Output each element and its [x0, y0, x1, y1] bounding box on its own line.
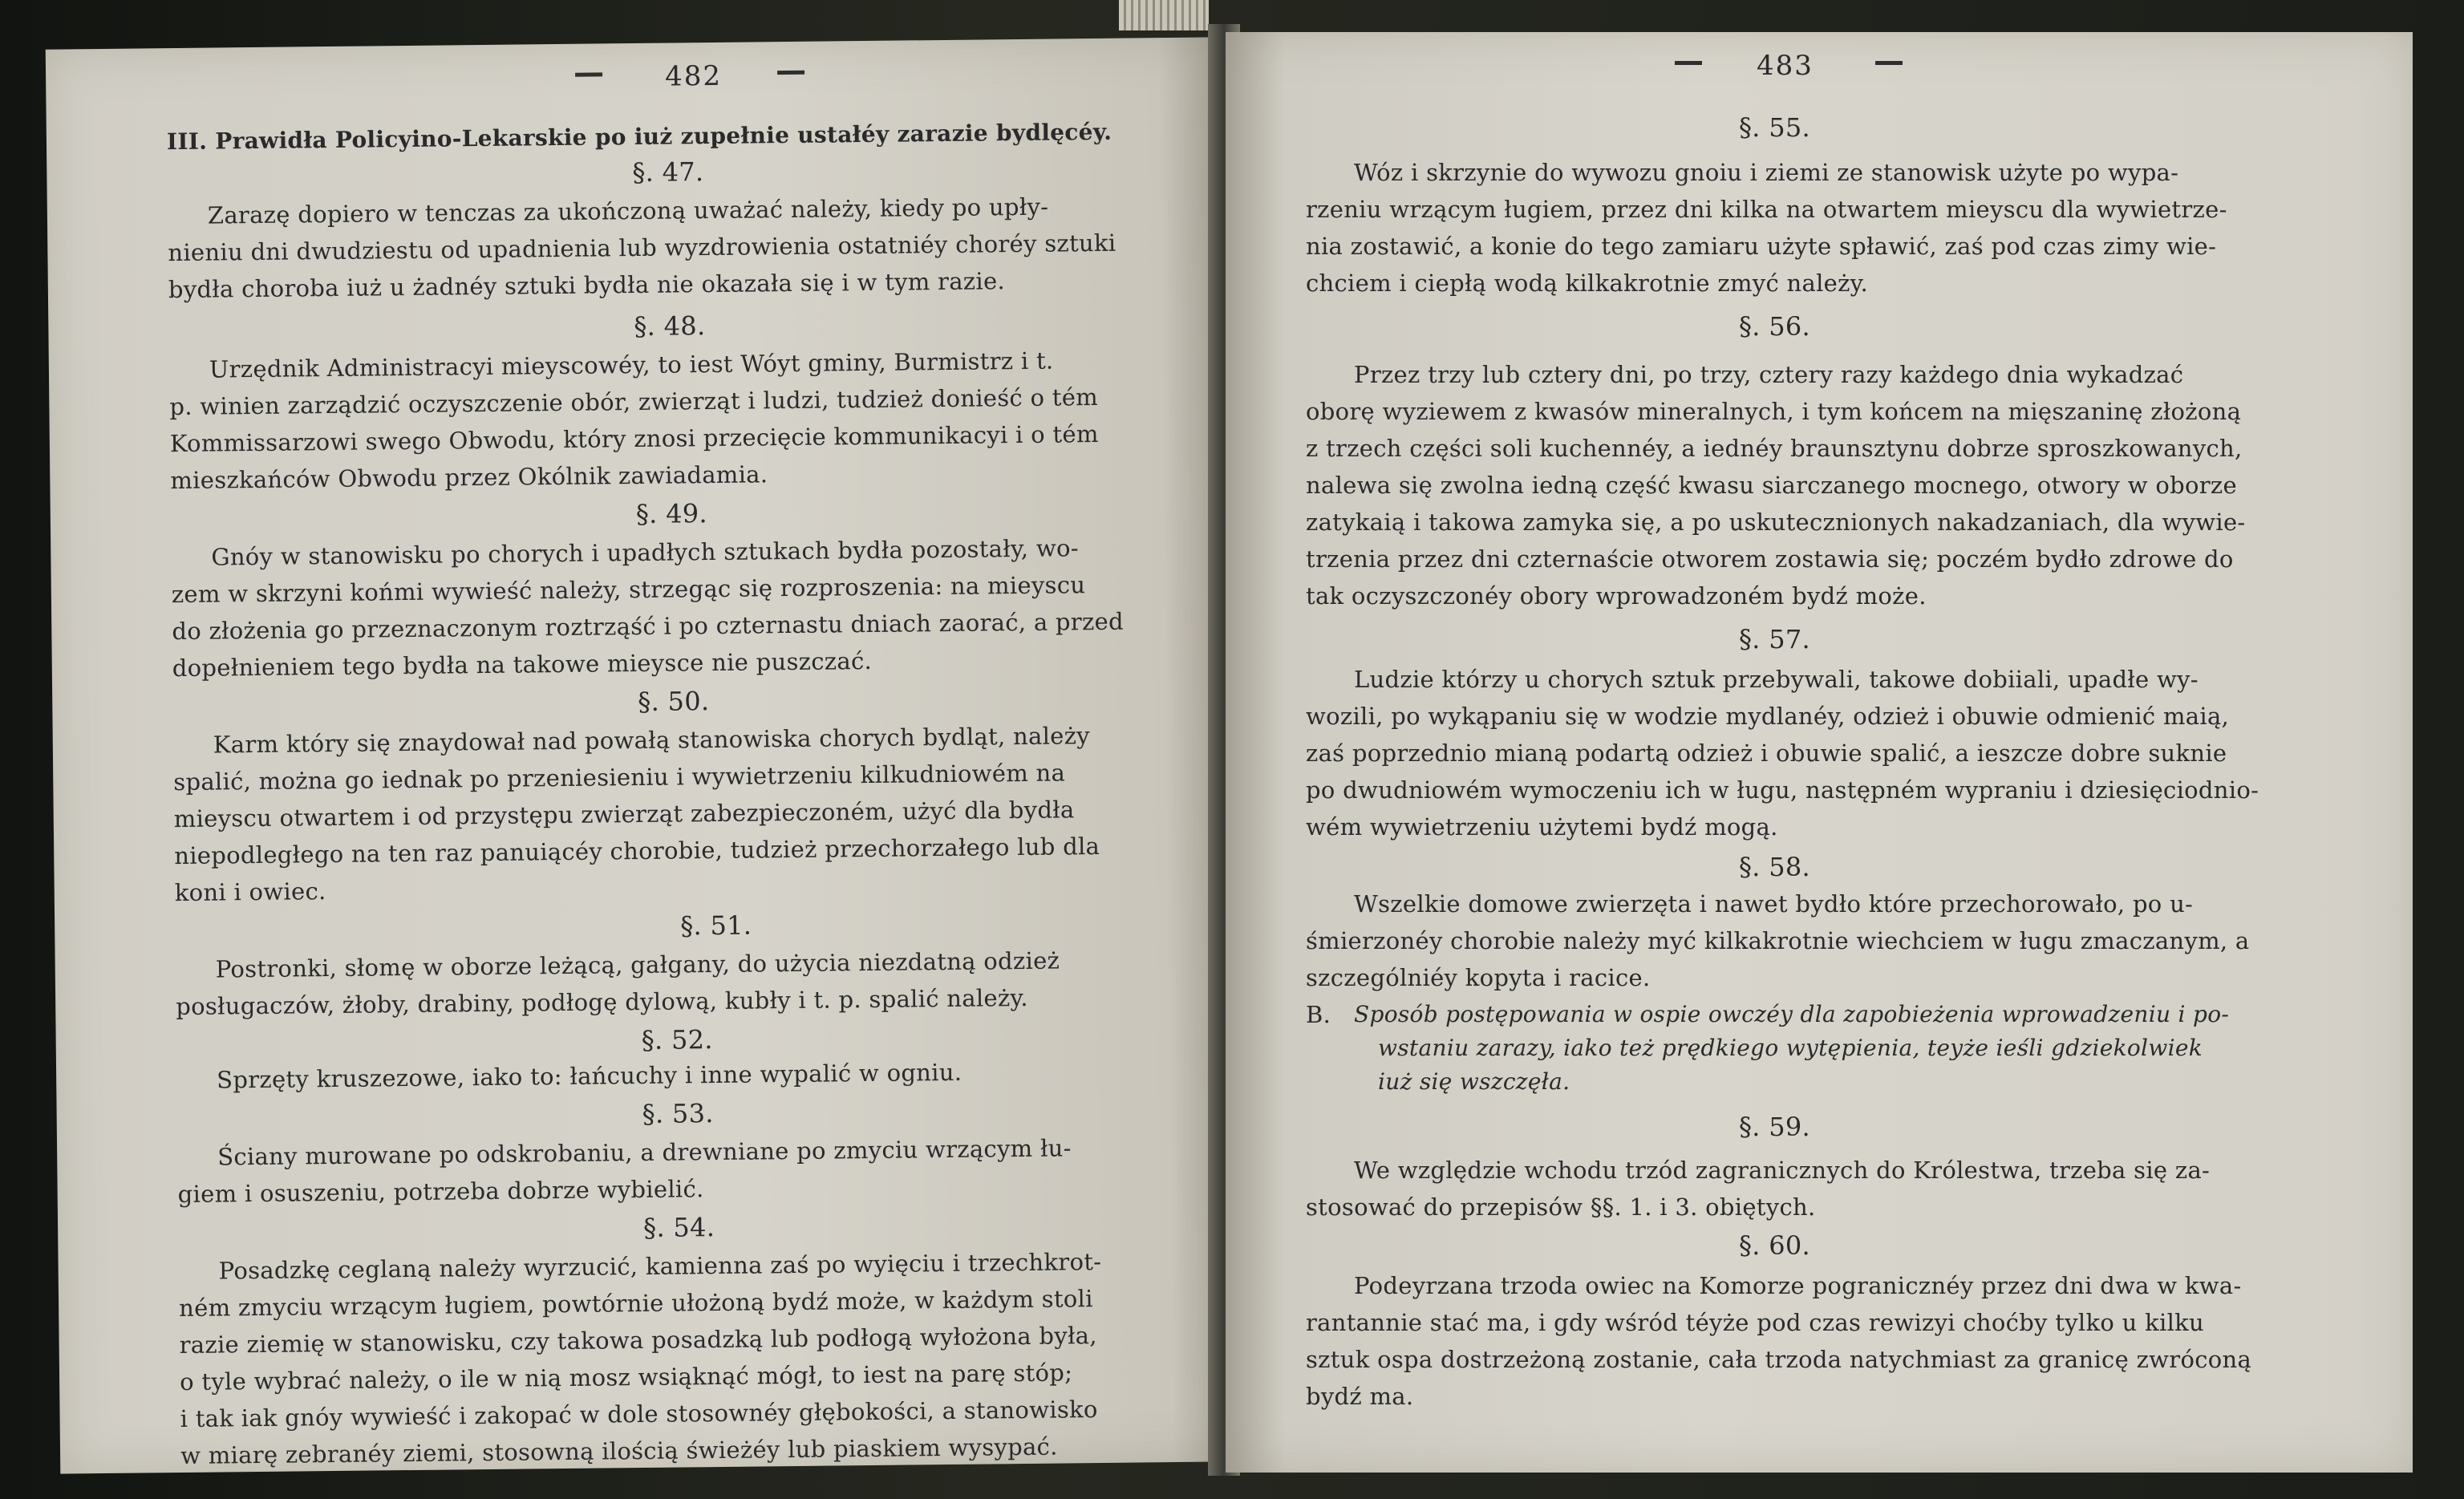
text-line: bydź ma.: [1306, 1383, 1414, 1410]
section-heading: III. Prawidła Policyino-Lekarskie po iuż zupełnie ustałéy zarazie bydlęcéy.: [166, 118, 1112, 156]
text-line: ném zmyciu wrzącym ługiem, powtórnie ułożoną bydź może, w każdym stoli: [179, 1285, 1093, 1323]
text-line: Podeyrzana trzoda owiec na Komorze pogranicznéy przez dni dwa w kwa-: [1354, 1272, 2242, 1299]
page-number: 483: [1757, 50, 1814, 82]
italic-heading-line: iuż się wszczęła.: [1378, 1068, 1570, 1095]
text-line: We względzie wchodu trzód zagranicznych do Królestwa, trzeba się za-: [1354, 1157, 2211, 1184]
left-page: [46, 37, 1232, 1473]
text-line: niepodległego na ten raz panuiącéy chorobie, tudzież przechorzałego lub dla: [174, 832, 1100, 870]
text-line: z trzech części soli kuchennéy, a iednéy braunsztynu dobrze sproszkowanych,: [1306, 435, 2243, 462]
section-mark: §. 55.: [1739, 112, 1811, 143]
section-mark: §. 47.: [632, 156, 704, 188]
text-line: bydła choroba iuż u żadnéy sztuki bydła nie okazała się i w tym razie.: [168, 267, 1006, 304]
text-line: Posadzkę ceglaną należy wyrzucić, kamienna zaś po wyięciu i trzechkrot-: [218, 1247, 1102, 1285]
page-number-dash: [777, 71, 804, 75]
subsection-letter: B.: [1306, 1001, 1331, 1028]
text-line: w miarę zebranéy ziemi, stosowną ilością świeżéy lub piaskiem wysypać.: [180, 1432, 1058, 1470]
section-mark: §. 60.: [1739, 1230, 1811, 1261]
text-line: Wóz i skrzynie do wywozu gnoiu i ziemi ze stanowisk użyte po wypa-: [1354, 159, 2179, 186]
text-line: stosować do przepisów §§. 1. i 3. obiętych.: [1306, 1193, 1816, 1221]
italic-heading-line: wstaniu zarazy, iako też prędkiego wytępienia, teyże ieśli gdziekolwiek: [1378, 1035, 2203, 1061]
text-line: Zarazę dopiero w tenczas za ukończoną uważać należy, kiedy po upły-: [207, 192, 1049, 229]
text-line: Wszelkie domowe zwierzęta i nawet bydło które przechorowało, po u-: [1354, 890, 2194, 918]
text-line: szczególniéy kopyta i racice.: [1306, 964, 1651, 991]
text-line: chciem i ciepłą wodą kilkakrotnie zmyć należy.: [1306, 269, 1869, 297]
italic-heading-line: Sposób postępowania w ospie owczéy dla zapobieżenia wprowadzeniu i po-: [1354, 1001, 2230, 1027]
text-line: nieniu dni dwudziestu od upadnienia lub wyzdrowienia ostatniéy choréy sztuki: [168, 229, 1116, 267]
right-page: [1226, 32, 2413, 1473]
text-line: p. winien zarządzić oczyszczenie obór, zwierząt i ludzi, tudzież donieść o tém: [169, 383, 1099, 421]
text-line: mieyscu otwartem i od przystępu zwierząt zabezpieczoném, użyć dla bydła: [173, 796, 1075, 833]
page-number-dash: [1675, 61, 1702, 65]
section-mark: §. 50.: [638, 686, 710, 718]
text-line: rantannie stać ma, i gdy wśród téyże pod czas rewizyi choćby tylko u kilku: [1306, 1309, 2204, 1336]
text-line: wém wywietrzeniu użytemi bydź mogą.: [1306, 813, 1778, 841]
text-line: nia zostawić, a konie do tego zamiaru użyte spławić, zaś pod czas zimy wie-: [1306, 233, 2217, 260]
text-line: tak oczyszczonéy obory wprowadzoném bydź może.: [1306, 582, 1927, 610]
text-line: wozili, po wykąpaniu się w wodzie mydlanéy, odzież i obuwie odmienić maią,: [1306, 703, 2230, 730]
text-line: posługaczów, żłoby, drabiny, podłogę dylową, kubły i t. p. spalić należy.: [176, 983, 1028, 1021]
text-line: do złożenia go przeznaczonym roztrząść i po czternastu dniach zaorać, a przed: [172, 607, 1125, 646]
section-mark: §. 54.: [642, 1212, 715, 1243]
text-line: Przez trzy lub cztery dni, po trzy, cztery razy każdego dnia wykadzać: [1354, 361, 2184, 388]
section-mark: §. 56.: [1739, 311, 1811, 342]
section-mark: §. 51.: [680, 910, 752, 942]
section-mark: §. 52.: [641, 1024, 713, 1055]
page-number: 482: [664, 59, 723, 93]
text-line: zem w skrzyni końmi wywieść należy, strzegąc się rozproszenia: na mieyscu: [171, 571, 1086, 609]
binding-tab: [1119, 0, 1209, 30]
text-line: razie ziemię w stanowisku, czy takowa posadzką lub podłogą wyłożona była,: [179, 1322, 1097, 1359]
text-line: nalewa się zwolna iedną część kwasu siarczanego mocnego, otwory w oborze: [1306, 472, 2237, 499]
section-mark: §. 53.: [642, 1098, 714, 1129]
section-mark: §. 57.: [1739, 624, 1811, 654]
text-line: zaś poprzednio mianą podartą odzież i obuwie spalić, a ieszcze dobre suknie: [1306, 739, 2227, 767]
text-line: Postronki, słomę w oborze leżącą, gałgany, do użycia niezdatną odzież: [215, 946, 1060, 983]
text-line: Gnóy w stanowisku po chorych i upadłych sztukach bydła pozostały, wo-: [211, 534, 1080, 571]
text-line: Ściany murowane po odskrobaniu, a drewniane po zmyciu wrzącym łu-: [217, 1134, 1072, 1171]
text-line: Sprzęty kruszezowe, iako to: łańcuchy i inne wypalić w ogniu.: [217, 1058, 962, 1094]
text-line: dopełnieniem tego bydła na takowe mieysce nie puszczać.: [172, 646, 873, 683]
text-line: sztuk ospa dostrzeżoną zostanie, cała trzoda natychmiast za granicę zwróconą: [1306, 1346, 2252, 1373]
text-line: spalić, można go iednak po przeniesieniu i wywietrzeniu kilkudniowém na: [173, 759, 1066, 796]
text-line: o tyle wybrać należy, o ile w nią mosz wsiąknąć mógł, to iest na parę stóp;: [179, 1359, 1073, 1396]
section-mark: §. 58.: [1739, 852, 1811, 882]
text-line: Kommissarzowi swego Obwodu, który znosi przecięcie kommunikacyi i o tém: [169, 419, 1099, 458]
text-line: trzenia przez dni czternaście otworem zostawia się; poczém bydło zdrowe do: [1306, 545, 2234, 573]
text-line: Urzędnik Administracyi mieyscowéy, to iest Wóyt gminy, Burmistrz i t.: [209, 346, 1054, 383]
section-mark: §. 59.: [1739, 1112, 1811, 1142]
text-line: po dwudniowém wymoczeniu ich w ługu, następném wypraniu i dziesięciodnio-: [1306, 776, 2259, 804]
page-number-dash: [575, 72, 602, 76]
text-line: koni i owiec.: [174, 877, 326, 907]
section-mark: §. 49.: [635, 498, 708, 530]
section-mark: §. 48.: [634, 310, 706, 342]
page-number-dash: [1875, 61, 1903, 65]
text-line: śmierzonéy chorobie należy myć kilkakrotnie wiechciem w ługu zmaczanym, a: [1306, 927, 2250, 954]
text-line: rzeniu wrzącym ługiem, przez dni kilka na otwartem mieyscu dla wywietrze-: [1306, 196, 2227, 223]
text-line: zatykaią i takowa zamyka się, a po uskutecznionych nakadzaniach, dla wywie-: [1306, 508, 2246, 536]
text-line: giem i osuszeniu, potrzeba dobrze wybielić.: [177, 1175, 704, 1209]
text-line: oborę wyziewem z kwasów mineralnych, i tym końcem na mięszaninę złożoną: [1306, 398, 2242, 425]
text-line: i tak iak gnóy wywieść i zakopać w dole stosownéy głębokości, a stanowisko: [180, 1396, 1098, 1433]
text-line: Ludzie którzy u chorych sztuk przebywali, takowe dobiiali, upadłe wy-: [1354, 666, 2199, 693]
text-line: Karm który się znaydował nad powałą stanowiska chorych bydląt, należy: [213, 722, 1091, 759]
text-line: mieszkańców Obwodu przez Okólnik zawiadamia.: [170, 460, 768, 495]
